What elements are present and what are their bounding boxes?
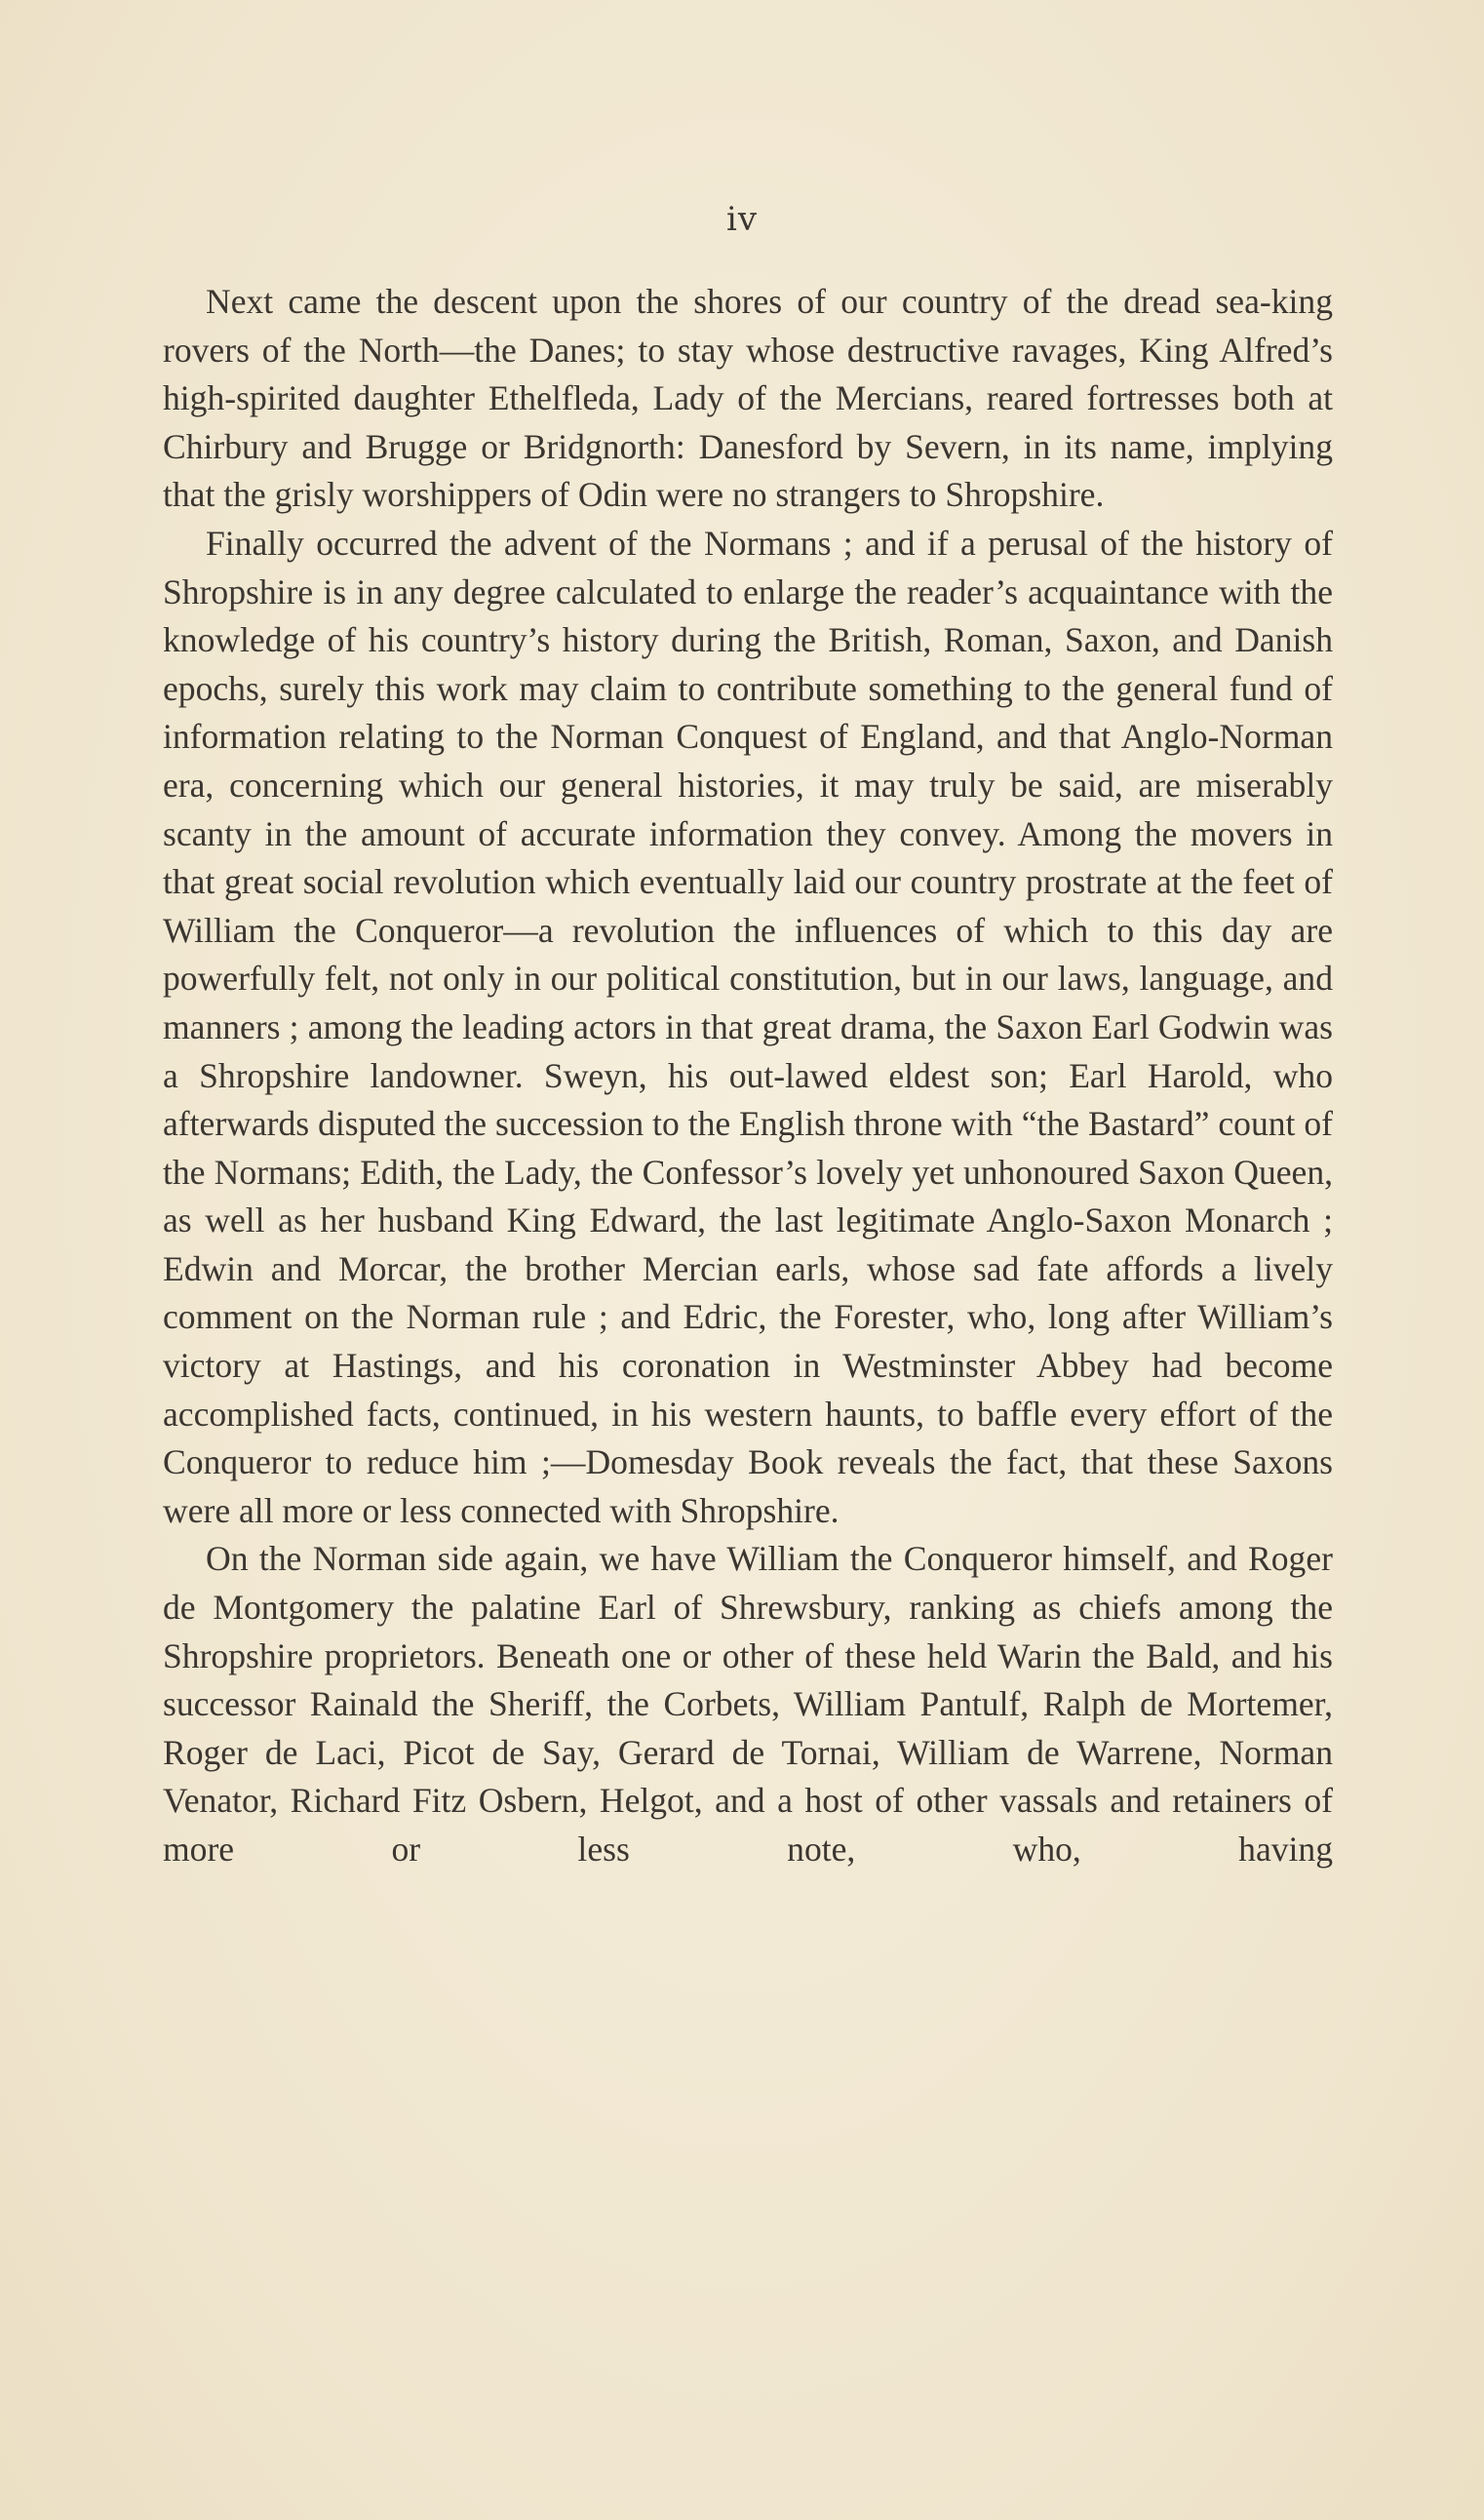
paragraph-norman-side: On the Norman side again, we have William the Conqueror himself, and Roger de Montgomery the palatine Earl of Shrewsbury, ranking as chiefs among the Shropshire proprietors. Beneath one or other of these held Warin the Bald, and his successor Rainald the Sheriff, the Corbets, William Pantulf, Ralph de Mortemer, Roger de Laci, Picot de Say, Gerard de Tornai, William de Warrene, Norman Venator, Richard Fitz Osbern, Helgot, and a host of other vassals and retainers of more or less note, who, having [163, 1539, 1333, 1869]
paragraph-danes: Next came the descent upon the shores of our country of the dread sea-king rovers of the North—the Danes; to stay whose destructive ravages, King Alfred’s high-spirited daughter Ethelfleda, Lady of the Mercians, reared fortresses both at Chirbury and Brugge or Bridgnorth: Danesford by Severn, in its name, implying that the grisly worshippers of Odin were no strangers to Shropshire. [163, 282, 1333, 515]
page-number: iv [725, 200, 759, 239]
body-text [163, 278, 1333, 1874]
paragraph-normans: Finally occurred the advent of the Normans ; and if a perusal of the history of Shropshire is in any degree calculated to enlarge the reader’s acquaintance with the knowledge of his country’s history during the British, Roman, Saxon, and Danish epochs, surely this work may claim to contribute something to the general fund of information relating to the Norman Conquest of England, and that Anglo-Norman era, concerning which our general histories, it may truly be said, are miserably scanty in the amount of accurate information they convey. Among the movers in that great social revolution which eventually laid our country prostrate at the feet of William the Conqueror—a revolution the influences of which to this day are powerfully felt, not only in our political constitution, but in our laws, language, and manners ; among the leading actors in that great drama, the Saxon Earl Godwin was a Shropshire landowner. Sweyn, his out-lawed eldest son; Earl Harold, who afterwards disputed the succession to the English throne with “the Bastard” count of the Normans; Edith, the Lady, the Confessor’s lovely yet unhonoured Saxon Queen, as well as her husband King Edward, the last legitimate Anglo-Saxon Monarch ; Edwin and Morcar, the brother Mercian earls, whose sad fate affords a lively comment on the Norman rule ; and Edric, the Forester, who, long after William’s victory at Hastings, and his coronation in Westminster Abbey had become accomplished facts, continued, in his western haunts, to baffle every effort of the Conqueror to reduce him ;—Domesday Book reveals the fact, that these Saxons were all more or less connected with Shropshire. [163, 523, 1333, 1530]
